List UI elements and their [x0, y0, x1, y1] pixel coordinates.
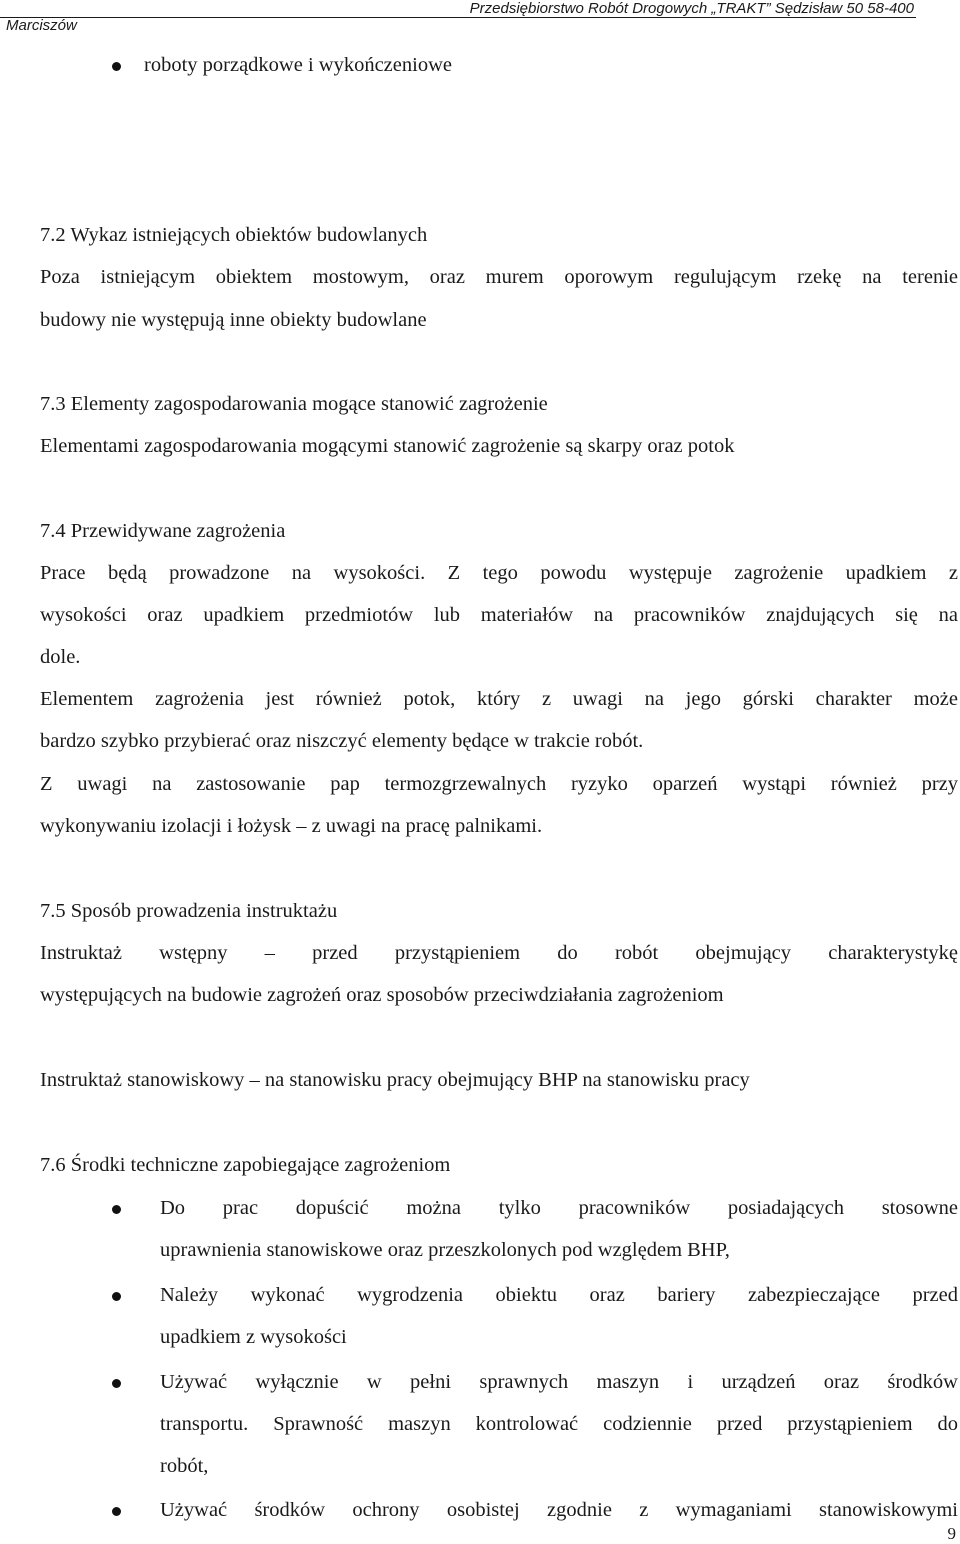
header-company: Przedsiębiorstwo Robót Drogowych „TRAKT” Sędzisław 50 58-400 — [469, 0, 914, 17]
section-7-6-bullet-line: upadkiem z wysokości — [160, 1326, 347, 1348]
section-7-2-heading: 7.2 Wykaz istniejących obiektów budowlanych — [40, 224, 428, 246]
section-7-6-bullet-line: Należy wykonać wygrodzenia obiektu oraz bariery zabezpieczające przed — [160, 1284, 958, 1306]
bullet-icon — [112, 1507, 121, 1516]
section-7-5-heading: 7.5 Sposób prowadzenia instruktażu — [40, 900, 338, 922]
section-7-4-line: wykonywaniu izolacji i łożysk – z uwagi na pracę palnikami. — [40, 815, 543, 837]
section-7-4-line: Z uwagi na zastosowanie pap termozgrzewalnych ryzyko oparzeń wystąpi również przy — [40, 773, 958, 795]
section-7-6-bullet-line: Do prac dopuścić można tylko pracowników posiadających stosowne — [160, 1197, 958, 1219]
section-7-6-bullet-line: uprawnienia stanowiskowe oraz przeszkolonych pod względem BHP, — [160, 1239, 730, 1261]
section-7-2-line: Poza istniejącym obiektem mostowym, oraz murem oporowym regulującym rzekę na terenie — [40, 266, 958, 288]
section-7-4-line: dole. — [40, 646, 81, 668]
section-7-6-bullet-line: transportu. Sprawność maszyn kontrolować codziennie przed przystąpieniem do — [160, 1413, 958, 1435]
bullet-icon — [112, 62, 121, 71]
section-7-3-line: Elementami zagospodarowania mogącymi stanowić zagrożenie są skarpy oraz potok — [40, 435, 735, 457]
section-7-4-heading: 7.4 Przewidywane zagrożenia — [40, 520, 286, 542]
section-7-5-line: Instruktaż wstępny – przed przystąpieniem do robót obejmujący charakterystykę — [40, 942, 958, 964]
page-header — [0, 0, 960, 36]
page-number: 9 — [947, 1524, 956, 1543]
header-rule — [0, 17, 916, 18]
header-location: Marciszów — [6, 17, 77, 34]
bullet-icon — [112, 1292, 121, 1301]
section-7-5-line: Instruktaż stanowiskowy – na stanowisku pracy obejmujący BHP na stanowisku pracy — [40, 1069, 750, 1091]
section-7-6-bullet-line: robót, — [160, 1455, 209, 1477]
section-7-6-bullet-line: Używać wyłącznie w pełni sprawnych maszyn i urządzeń oraz środków — [160, 1371, 958, 1393]
top-bullet-text: roboty porządkowe i wykończeniowe — [144, 54, 452, 76]
section-7-4-line: bardzo szybko przybierać oraz niszczyć elementy będące w trakcie robót. — [40, 730, 644, 752]
section-7-4-line: Prace będą prowadzone na wysokości. Z tego powodu występuje zagrożenie upadkiem z — [40, 562, 958, 584]
section-7-2-line: budowy nie występują inne obiekty budowlane — [40, 309, 427, 331]
section-7-6-bullet-line: Używać środków ochrony osobistej zgodnie z wymaganiami stanowiskowymi — [160, 1499, 958, 1521]
section-7-5-line: występujących na budowie zagrożeń oraz sposobów przeciwdziałania zagrożeniom — [40, 984, 724, 1006]
section-7-6-heading: 7.6 Środki techniczne zapobiegające zagrożeniom — [40, 1154, 451, 1176]
section-7-3-heading: 7.3 Elementy zagospodarowania mogące stanowić zagrożenie — [40, 393, 548, 415]
section-7-4-line: wysokości oraz upadkiem przedmiotów lub materiałów na pracowników znajdujących się na — [40, 604, 958, 626]
bullet-icon — [112, 1205, 121, 1214]
section-7-4-line: Elementem zagrożenia jest również potok, który z uwagi na jego górski charakter może — [40, 688, 958, 710]
bullet-icon — [112, 1379, 121, 1388]
